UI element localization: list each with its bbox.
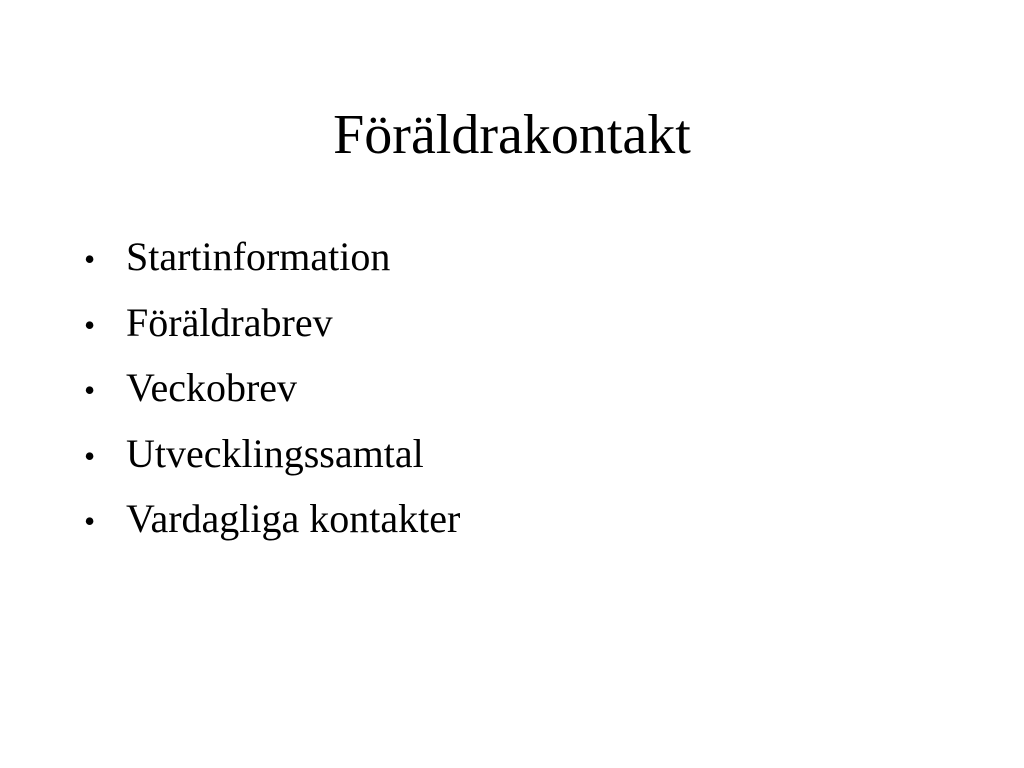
slide-title: Föräldrakontakt [333,104,691,166]
list-item [84,292,460,358]
bullet-icon: • [84,241,96,277]
list-item [84,423,460,489]
list-item [84,226,460,292]
list-item-text: Veckobrev [126,365,298,410]
bullet-icon: • [84,437,96,474]
bullet-icon: • [84,372,96,408]
list-item-text: Utvecklingssamtal [126,430,424,476]
bullet-icon: • [84,503,96,539]
list-item-text: Föräldrabrev [126,299,333,345]
list-item [84,357,460,423]
list-item [84,488,460,554]
bullet-list [84,226,460,554]
list-item-text: Vardagliga kontakter [126,496,461,541]
list-item-text: Startinformation [126,234,391,279]
bullet-icon: • [84,306,96,343]
